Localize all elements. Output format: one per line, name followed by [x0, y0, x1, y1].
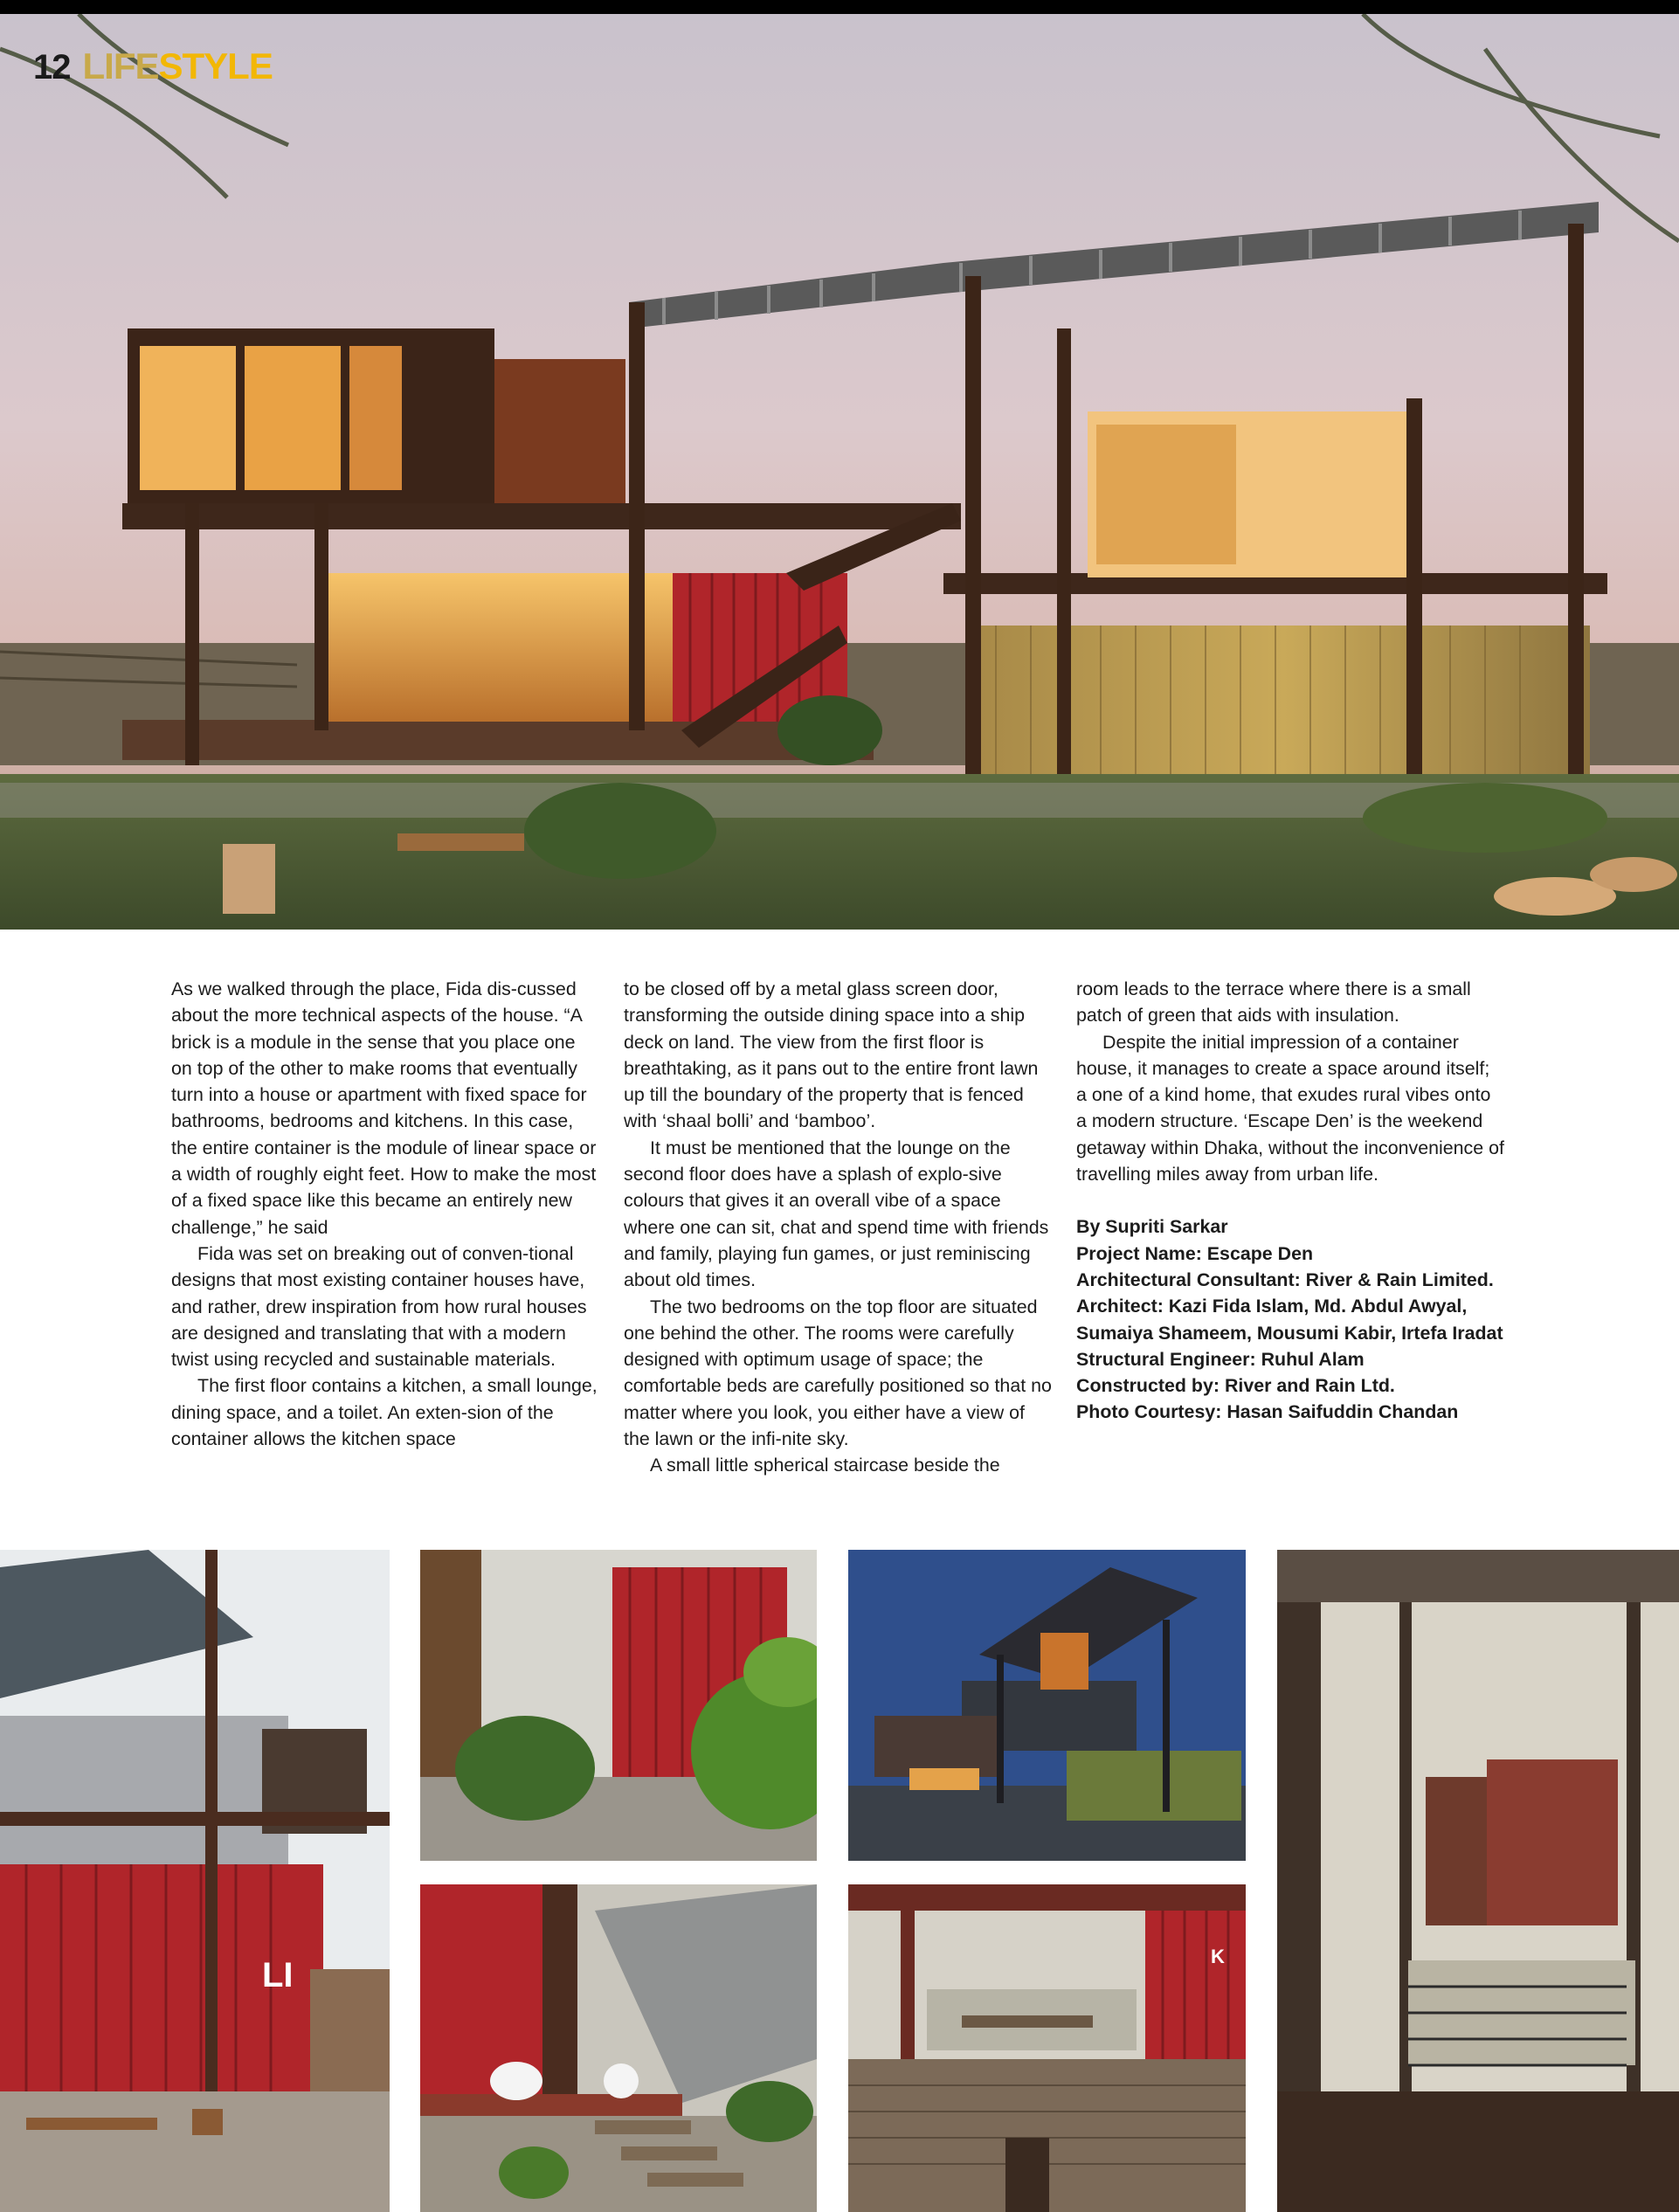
credit-project-name: Project Name: Escape Den: [1076, 1242, 1314, 1264]
paragraph: Fida was set on breaking out of conven-tional designs that most existing container houses have, and rather, drew inspiration from how rural houses are designed and translating that with a modern twist using recycled and sustainable materials.: [171, 1242, 587, 1371]
paragraph: A small little spherical staircase beside the: [650, 1455, 1000, 1476]
paragraph: to be closed off by a metal glass screen door, transforming the outside dining space into a ship deck on land. The view from the first floor is breathtaking, as it pans out to the entire front lawn up till the boundary of the property that is fenced with ‘shaal bolli’ and ‘bamboo’.: [624, 978, 1039, 1132]
photo-deck-staircase: [420, 1884, 817, 2212]
paragraph: Despite the initial impression of a container house, it manages to create a space around itself; a one of a kind home, that exudes rural vibes onto a modern structure. ‘Escape Den’ is the weekend getaway within Dhaka, without the inconvenience of travelling miles away from urban life.: [1076, 1031, 1504, 1185]
credit-structural-engineer: Structural Engineer: Ruhul Alam: [1076, 1348, 1365, 1370]
photo-dining-deck: [848, 1884, 1246, 2212]
credit-photo-courtesy: Photo Courtesy: Hasan Saifuddin Chandan: [1076, 1401, 1459, 1423]
top-black-bar: [0, 0, 1679, 14]
paragraph: room leads to the terrace where there is a small patch of green that aids with insulation.: [1076, 978, 1471, 1027]
paragraph: The first floor contains a kitchen, a small lounge, dining space, and a toilet. An exten-sion of the container allows the kitchen space: [171, 1375, 598, 1450]
section-title-part1: LIFE: [82, 45, 159, 86]
photo-container-stack-exterior: [0, 1550, 390, 2212]
credit-architect: Architect: Kazi Fida Islam, Md. Abdul Awyal, Sumaiya Shameem, Mousumi Kabir, Irtefa Iradat: [1076, 1296, 1503, 1344]
credits-block: [1076, 1213, 1504, 1425]
hero-photo-container-house: [0, 14, 1679, 930]
photo-night-exterior: [848, 1550, 1246, 1861]
credit-constructed-by: Constructed by: River and Rain Ltd.: [1076, 1375, 1395, 1397]
paragraph: It must be mentioned that the lounge on the second floor does have a splash of explo-sive colours that gives it an overall vibe of a space where one can sit, chat and spend time with friends and family, playing fun games, or just reminiscing about old times.: [624, 1137, 1049, 1291]
section-title: [83, 45, 273, 87]
photo-interior-view-out: [1277, 1550, 1679, 2212]
article-column-3: [1076, 976, 1504, 1426]
article-column-2: [624, 976, 1052, 1479]
photo-red-container-garden: [420, 1550, 817, 1861]
paragraph: As we walked through the place, Fida dis-cussed about the more technical aspects of the house. “A brick is a module in the sense that you place one on top of the other to make rooms that eventually turn into a house or apartment with fixed space for bathrooms, bedrooms and kitchens. In this case, the entire container is the module of linear space or a width of roughly eight feet. How to make the most of a fixed space like this became an entirely new challenge,” he said: [171, 978, 597, 1238]
page-number: 12: [33, 48, 71, 86]
article-column-1: [171, 976, 599, 1452]
section-title-part2: STYLE: [158, 45, 273, 86]
container-label-letter: K: [1211, 1946, 1225, 1967]
container-label-letters: LI: [262, 1956, 294, 1994]
article-body: [171, 976, 1508, 1517]
paragraph: The two bedrooms on the top floor are situated one behind the other. The rooms were carefully designed with optimum usage of space; the comfortable beds are carefully positioned so that no matter where you look, you either have a view of the lawn or the infi-nite sky.: [624, 1296, 1052, 1450]
page-header: [33, 45, 273, 89]
credit-consultant: Architectural Consultant: River & Rain Limited.: [1076, 1268, 1494, 1290]
credit-author: By Supriti Sarkar: [1076, 1216, 1228, 1238]
